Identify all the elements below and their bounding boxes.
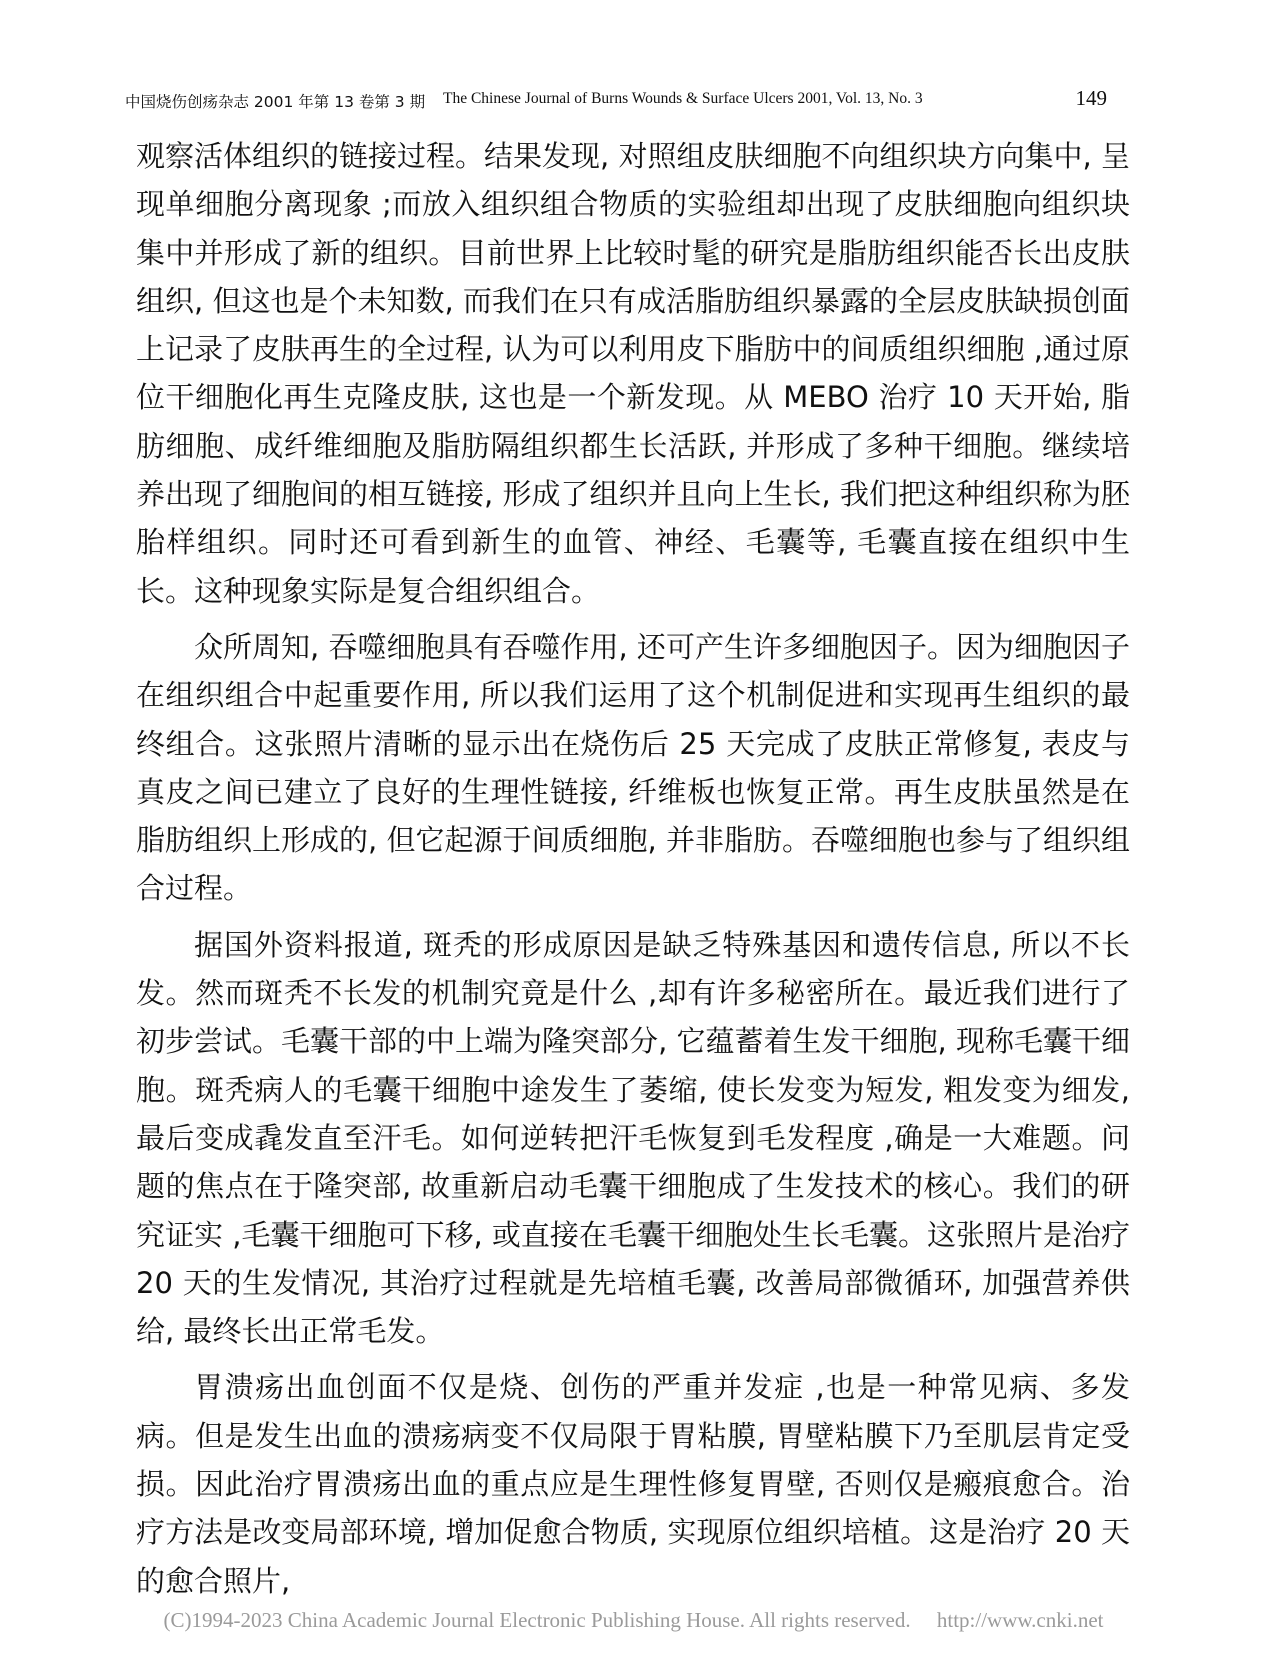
footer (0, 1608, 1267, 1633)
article-body (136, 132, 1130, 1613)
paragraph-continuation: 观察活体组织的链接过程。结果发现, 对照组皮肤细胞不向组织块方向集中, 呈现单细胞分离现象 ;而放入组织组合物质的实验组却出现了皮肤细胞向组织块集中并形成了新的组织。目前世界上比较时髦的研究是脂肪组织能否长出皮肤组织, 但这也是个未知数, 而我们在只有成活脂肪组织暴露的全层皮肤缺损创面上记录了皮肤再生的全过程, 认为可以利用皮下脂肪中的间质组织细胞 ,通过原位干细胞化再生克隆皮肤, 这也是一个新发现。从 MEBO 治疗 10 天开始, 脂肪细胞、成纤维细胞及脂肪隔组织都生长活跃, 并形成了多种干细胞。继续培养出现了细胞间的相互链接, 形成了组织并且向上生长, 我们把这种组织称为胚胎样组织。同时还可看到新生的血管、神经、毛囊等, 毛囊直接在组织中生长。这种现象实际是复合组织组合。 (136, 139, 1130, 608)
copyright-notice: (C)1994-2023 China Academic Journal Electronic Publishing House. All rights reserved. (163, 1608, 911, 1632)
journal-title-chinese: 中国烧伤创疡杂志 2001 年第 13 卷第 3 期 (125, 93, 426, 111)
cnki-link[interactable]: http://www.cnki.net (936, 1608, 1104, 1632)
running-header (125, 86, 1107, 116)
paragraph-gastric-ulcer: 胃溃疡出血创面不仅是烧、创伤的严重并发症 ,也是一种常见病、多发病。但是发生出血的溃疡病变不仅局限于胃粘膜, 胃壁粘膜下乃至肌层肯定受损。因此治疗胃溃疡出血的重点应是生理性修复胃壁, 否则仅是瘢痕愈合。治疗方法是改变局部环境, 增加促愈合物质, 实现原位组织培植。这是治疗 20 天的愈合照片, (136, 1370, 1130, 1598)
journal-title-english: The Chinese Journal of Burns Wounds & Surface Ulcers 2001, Vol. 13, No. 3 (443, 90, 923, 107)
paragraph-phagocyte: 众所周知, 吞噬细胞具有吞噬作用, 还可产生许多细胞因子。因为细胞因子在组织组合中起重要作用, 所以我们运用了这个机制促进和实现再生组织的最终组合。这张照片清晰的显示出在烧伤后 25 天完成了皮肤正常修复, 表皮与真皮之间已建立了良好的生理性链接, 纤维板也恢复正常。再生皮肤虽然是在脂肪组织上形成的, 但它起源于间质细胞, 并非脂肪。吞噬细胞也参与了组织组合过程。 (136, 629, 1130, 906)
page-number: 149 (1075, 86, 1107, 110)
paragraph-alopecia: 据国外资料报道, 斑秃的形成原因是缺乏特殊基因和遗传信息, 所以不长发。然而斑秃不长发的机制究竟是什么 ,却有许多秘密所在。最近我们进行了初步尝试。毛囊干部的中上端为隆突部分, 它蕴蓄着生发干细胞, 现称毛囊干细胞。斑秃病人的毛囊干细胞中途发生了萎缩, 使长发变为短发, 粗发变为细发, 最后变成毳发直至汗毛。如何逆转把汗毛恢复到毛发程度 ,确是一大难题。问题的焦点在于隆突部, 故重新启动毛囊干细胞成了生发技术的核心。我们的研究证实 ,毛囊干细胞可下移, 或直接在毛囊干细胞处生长毛囊。这张照片是治疗 20 天的生发情况, 其治疗过程就是先培植毛囊, 改善局部微循环, 加强营养供给, 最终长出正常毛发。 (136, 927, 1130, 1349)
